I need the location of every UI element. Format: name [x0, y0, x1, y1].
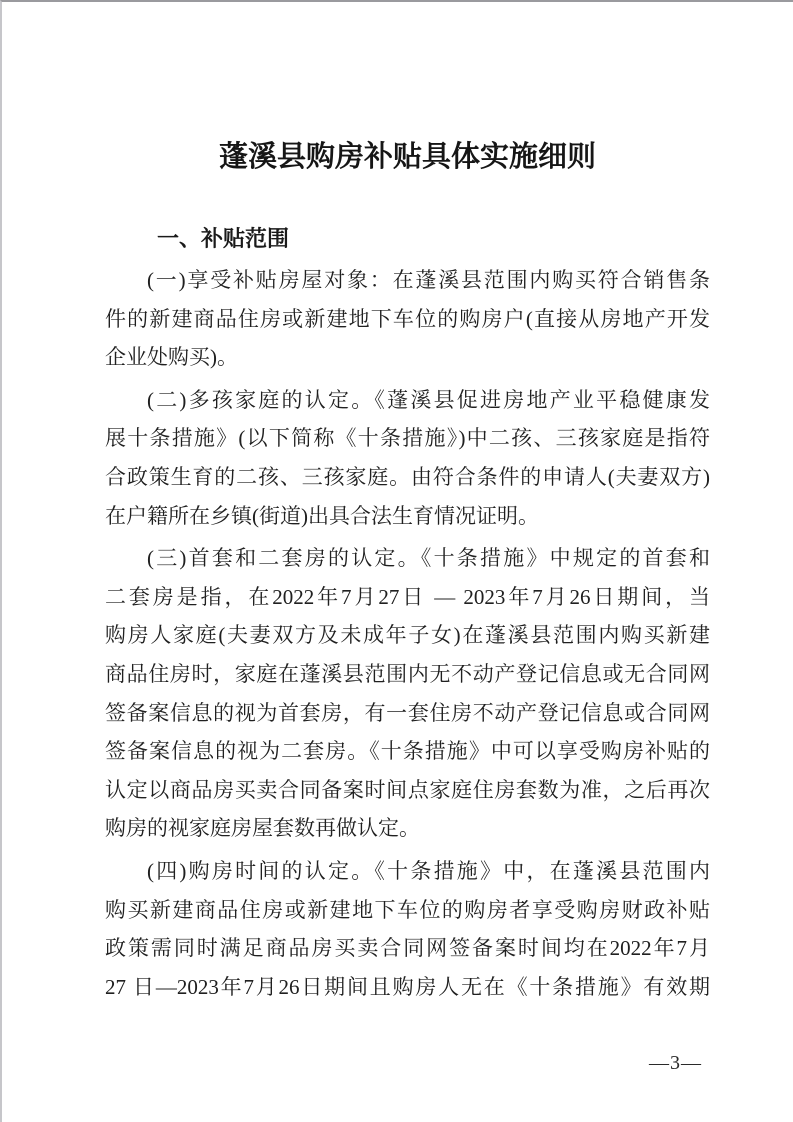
text-line: (三)首套和二套房的认定。《十条措施》中规定的首套和: [147, 546, 710, 571]
text-line: 27 日—2023年7月26日期间且购房人无在《十条措施》有效期: [105, 974, 710, 999]
text-line: 政策需同时满足商品房买卖合同网签备案时间均在2022年7月: [105, 936, 710, 961]
text-line: 展十条措施》(以下简称《十条措施》)中二孩、三孩家庭是指符: [105, 426, 710, 451]
text-line: 认定以商品房买卖合同备案时间点家庭住房套数为准，之后再次: [105, 777, 710, 802]
paragraph-4: [105, 852, 710, 1006]
paragraph-3: [105, 539, 710, 848]
text-line: 购买新建商品住房或新建地下车位的购房者享受购房财政补贴: [105, 897, 710, 922]
text-line: 合政策生育的二孩、三孩家庭。由符合条件的申请人(夫妻双方): [105, 464, 710, 489]
document-title: 蓬溪县购房补贴具体实施细则: [218, 141, 596, 173]
text-line: 购房的视家庭房屋套数再做认定。: [105, 816, 420, 841]
paragraph-2: [105, 381, 710, 535]
text-line: 购房人家庭(夫妻双方及未成年子女)在蓬溪县范围内购买新建: [105, 623, 710, 648]
text-line: (一)享受补贴房屋对象：在蓬溪县范围内购买符合销售条: [147, 268, 710, 292]
text-line: 在户籍所在乡镇(街道)出具合法生育情况证明。: [105, 503, 539, 528]
text-line: 二套房是指，在2022年7月27日 — 2023年7月26日期间，当: [105, 584, 710, 609]
text-line: (二)多孩家庭的认定。《蓬溪县促进房地产业平稳健康发: [147, 387, 710, 412]
text-line: 签备案信息的视为首套房，有一套住房不动产登记信息或合同网: [105, 700, 710, 725]
text-line: 商品住房时，家庭在蓬溪县范围内无不动产登记信息或无合同网: [105, 661, 710, 686]
text-line: 件的新建商品住房或新建地下车位的购房户(直接从房地产开发: [105, 306, 710, 331]
paragraph-1: [105, 261, 710, 377]
document-page: [105, 2, 710, 1076]
text-line: (四)购房时间的认定。《十条措施》中，在蓬溪县范围内: [147, 858, 710, 883]
page-number: —3—: [649, 1052, 702, 1075]
text-line: 签备案信息的视为二套房。《十条措施》中可以享受购房补贴的: [105, 739, 710, 764]
section-heading: 一、补贴范围: [157, 226, 290, 251]
text-line: 企业处购买)。: [105, 345, 238, 370]
